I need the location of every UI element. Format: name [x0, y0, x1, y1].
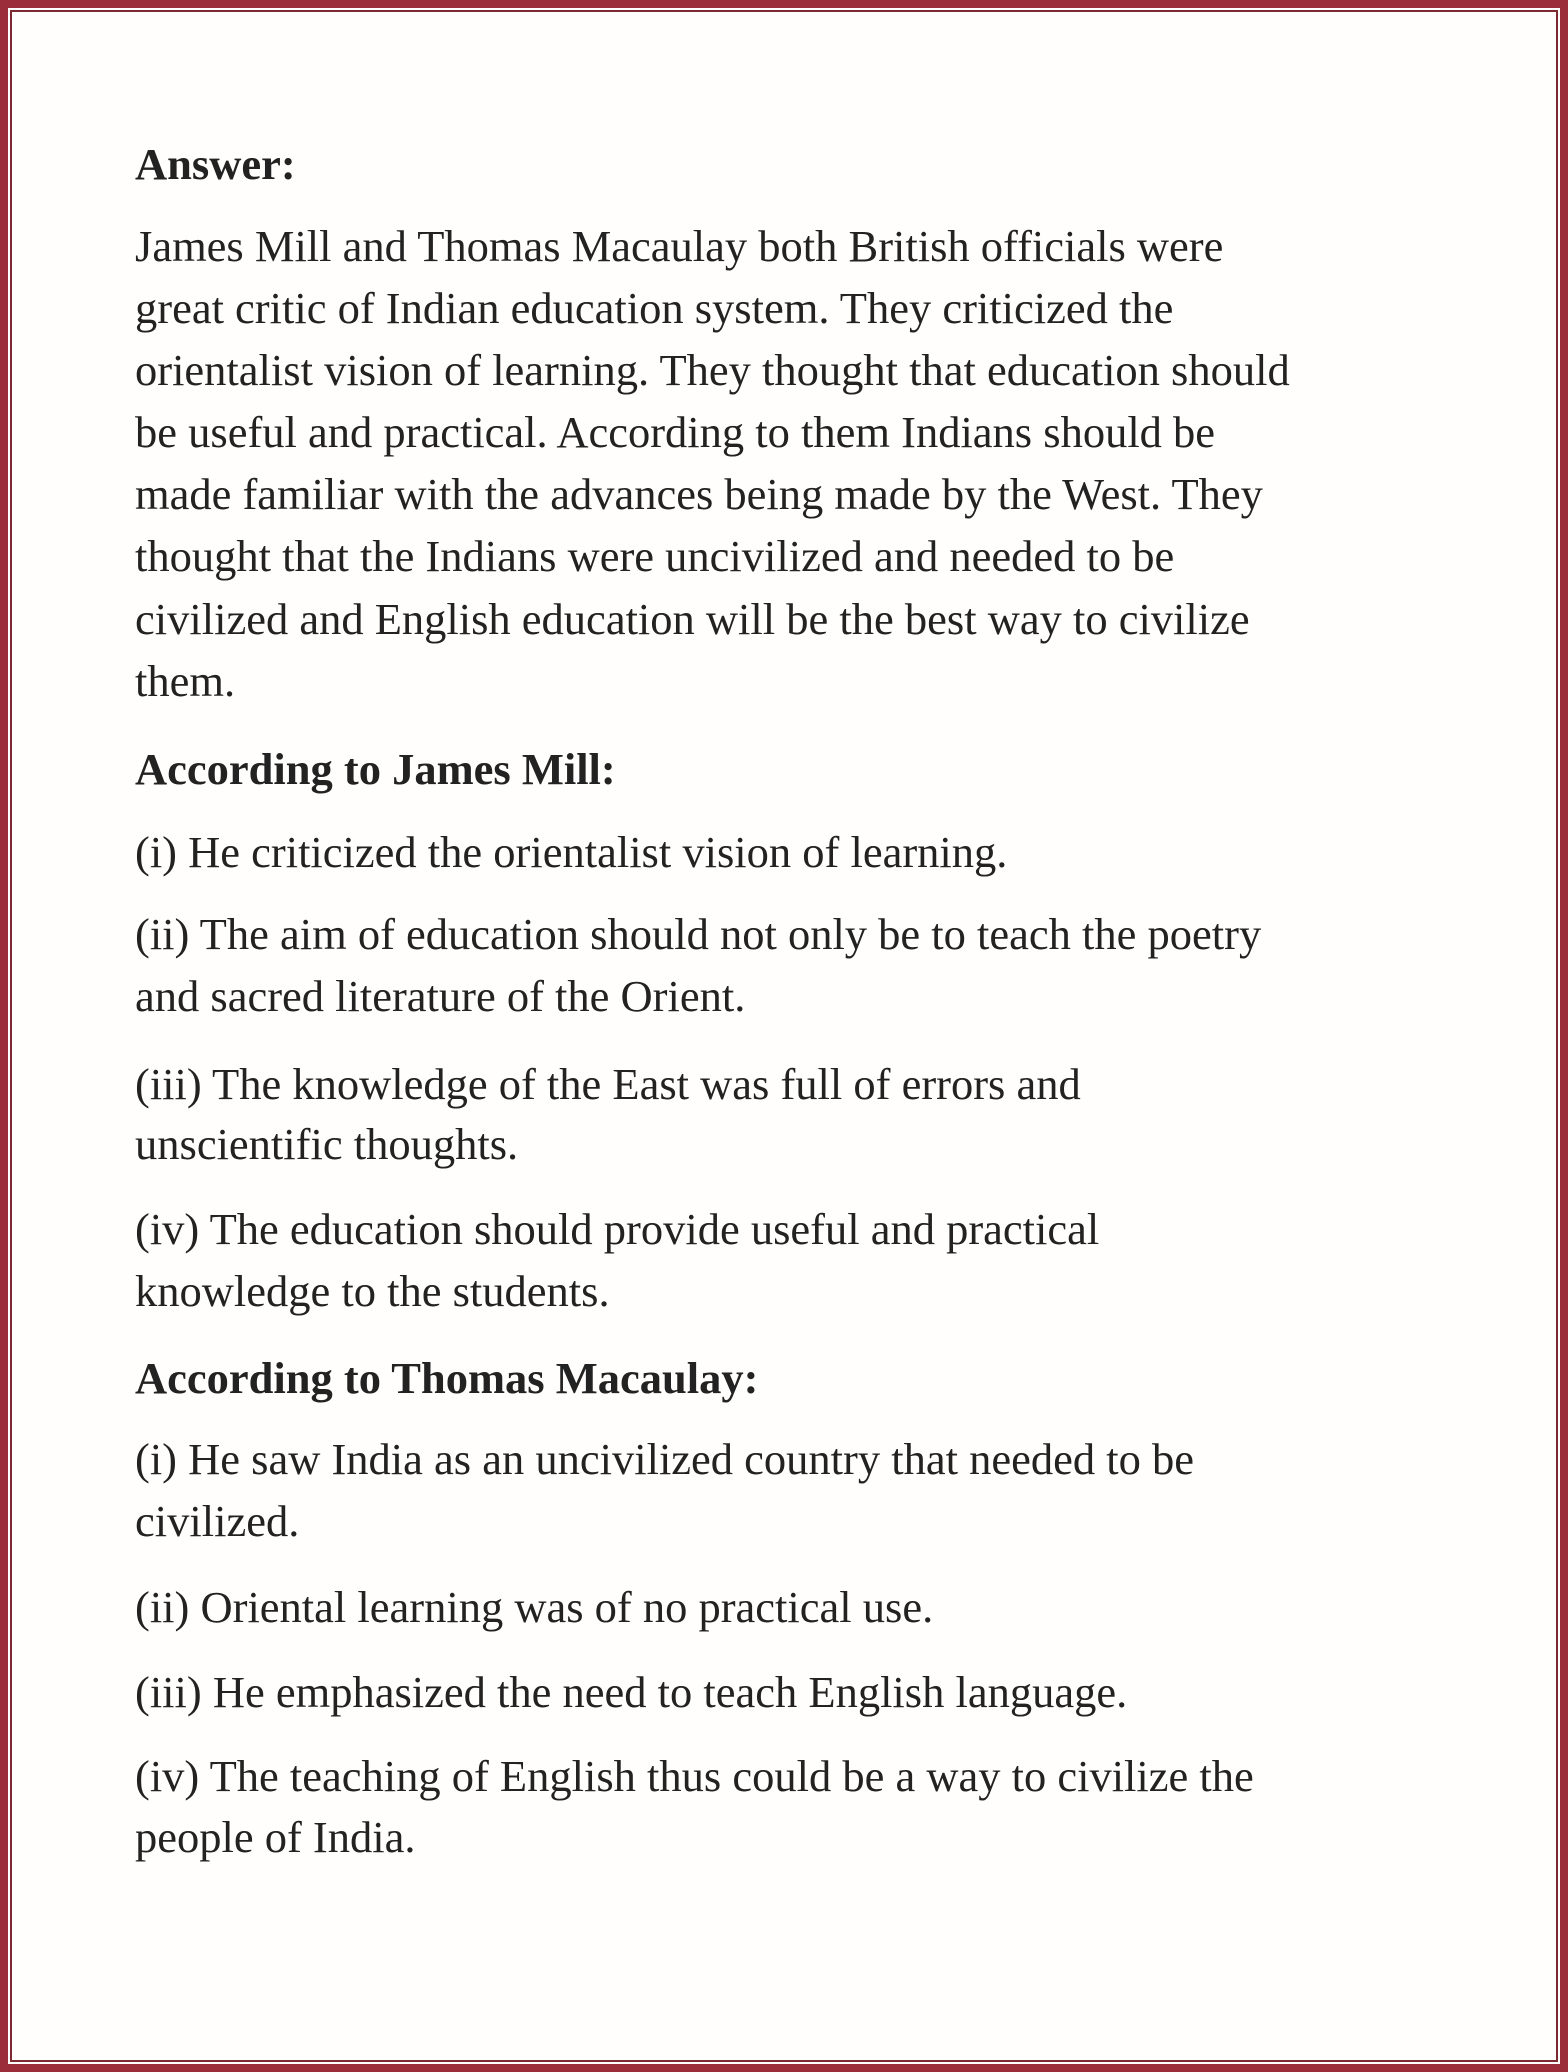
- mill-point: (i) He criticized the orientalist vision of learning.: [135, 827, 1008, 877]
- macaulay-point: people of India.: [135, 1812, 416, 1862]
- mill-point: (ii) The aim of education should not only be to teach the poetry: [135, 909, 1262, 959]
- intro-line: be useful and practical. According to them Indians should be: [135, 407, 1216, 457]
- macaulay-point: (iii) He emphasized the need to teach English language.: [135, 1667, 1128, 1717]
- mill-point: (iv) The education should provide useful and practical: [135, 1204, 1100, 1254]
- macaulay-point: civilized.: [135, 1496, 300, 1546]
- intro-line: James Mill and Thomas Macaulay both British officials were: [135, 221, 1224, 271]
- intro-line: orientalist vision of learning. They thought that education should: [135, 345, 1290, 395]
- macaulay-point: (i) He saw India as an uncivilized country that needed to be: [135, 1434, 1194, 1484]
- intro-line: civilized and English education will be the best way to civilize: [135, 594, 1250, 644]
- answer-label: Answer:: [135, 139, 296, 189]
- intro-line: them.: [135, 656, 236, 706]
- macaulay-heading: According to Thomas Macaulay:: [135, 1353, 759, 1403]
- macaulay-point: (iv) The teaching of English thus could be a way to civilize the: [135, 1751, 1254, 1801]
- mill-heading: According to James Mill:: [135, 744, 616, 794]
- intro-line: thought that the Indians were uncivilized and needed to be: [135, 531, 1175, 581]
- mill-point: unscientific thoughts.: [135, 1119, 519, 1169]
- mill-point: and sacred literature of the Orient.: [135, 971, 746, 1021]
- mill-point: (iii) The knowledge of the East was full of errors and: [135, 1059, 1081, 1109]
- intro-line: made familiar with the advances being made by the West. They: [135, 469, 1263, 519]
- intro-line: great critic of Indian education system. They criticized the: [135, 283, 1174, 333]
- mill-point: knowledge to the students.: [135, 1266, 610, 1316]
- macaulay-point: (ii) Oriental learning was of no practical use.: [135, 1582, 934, 1632]
